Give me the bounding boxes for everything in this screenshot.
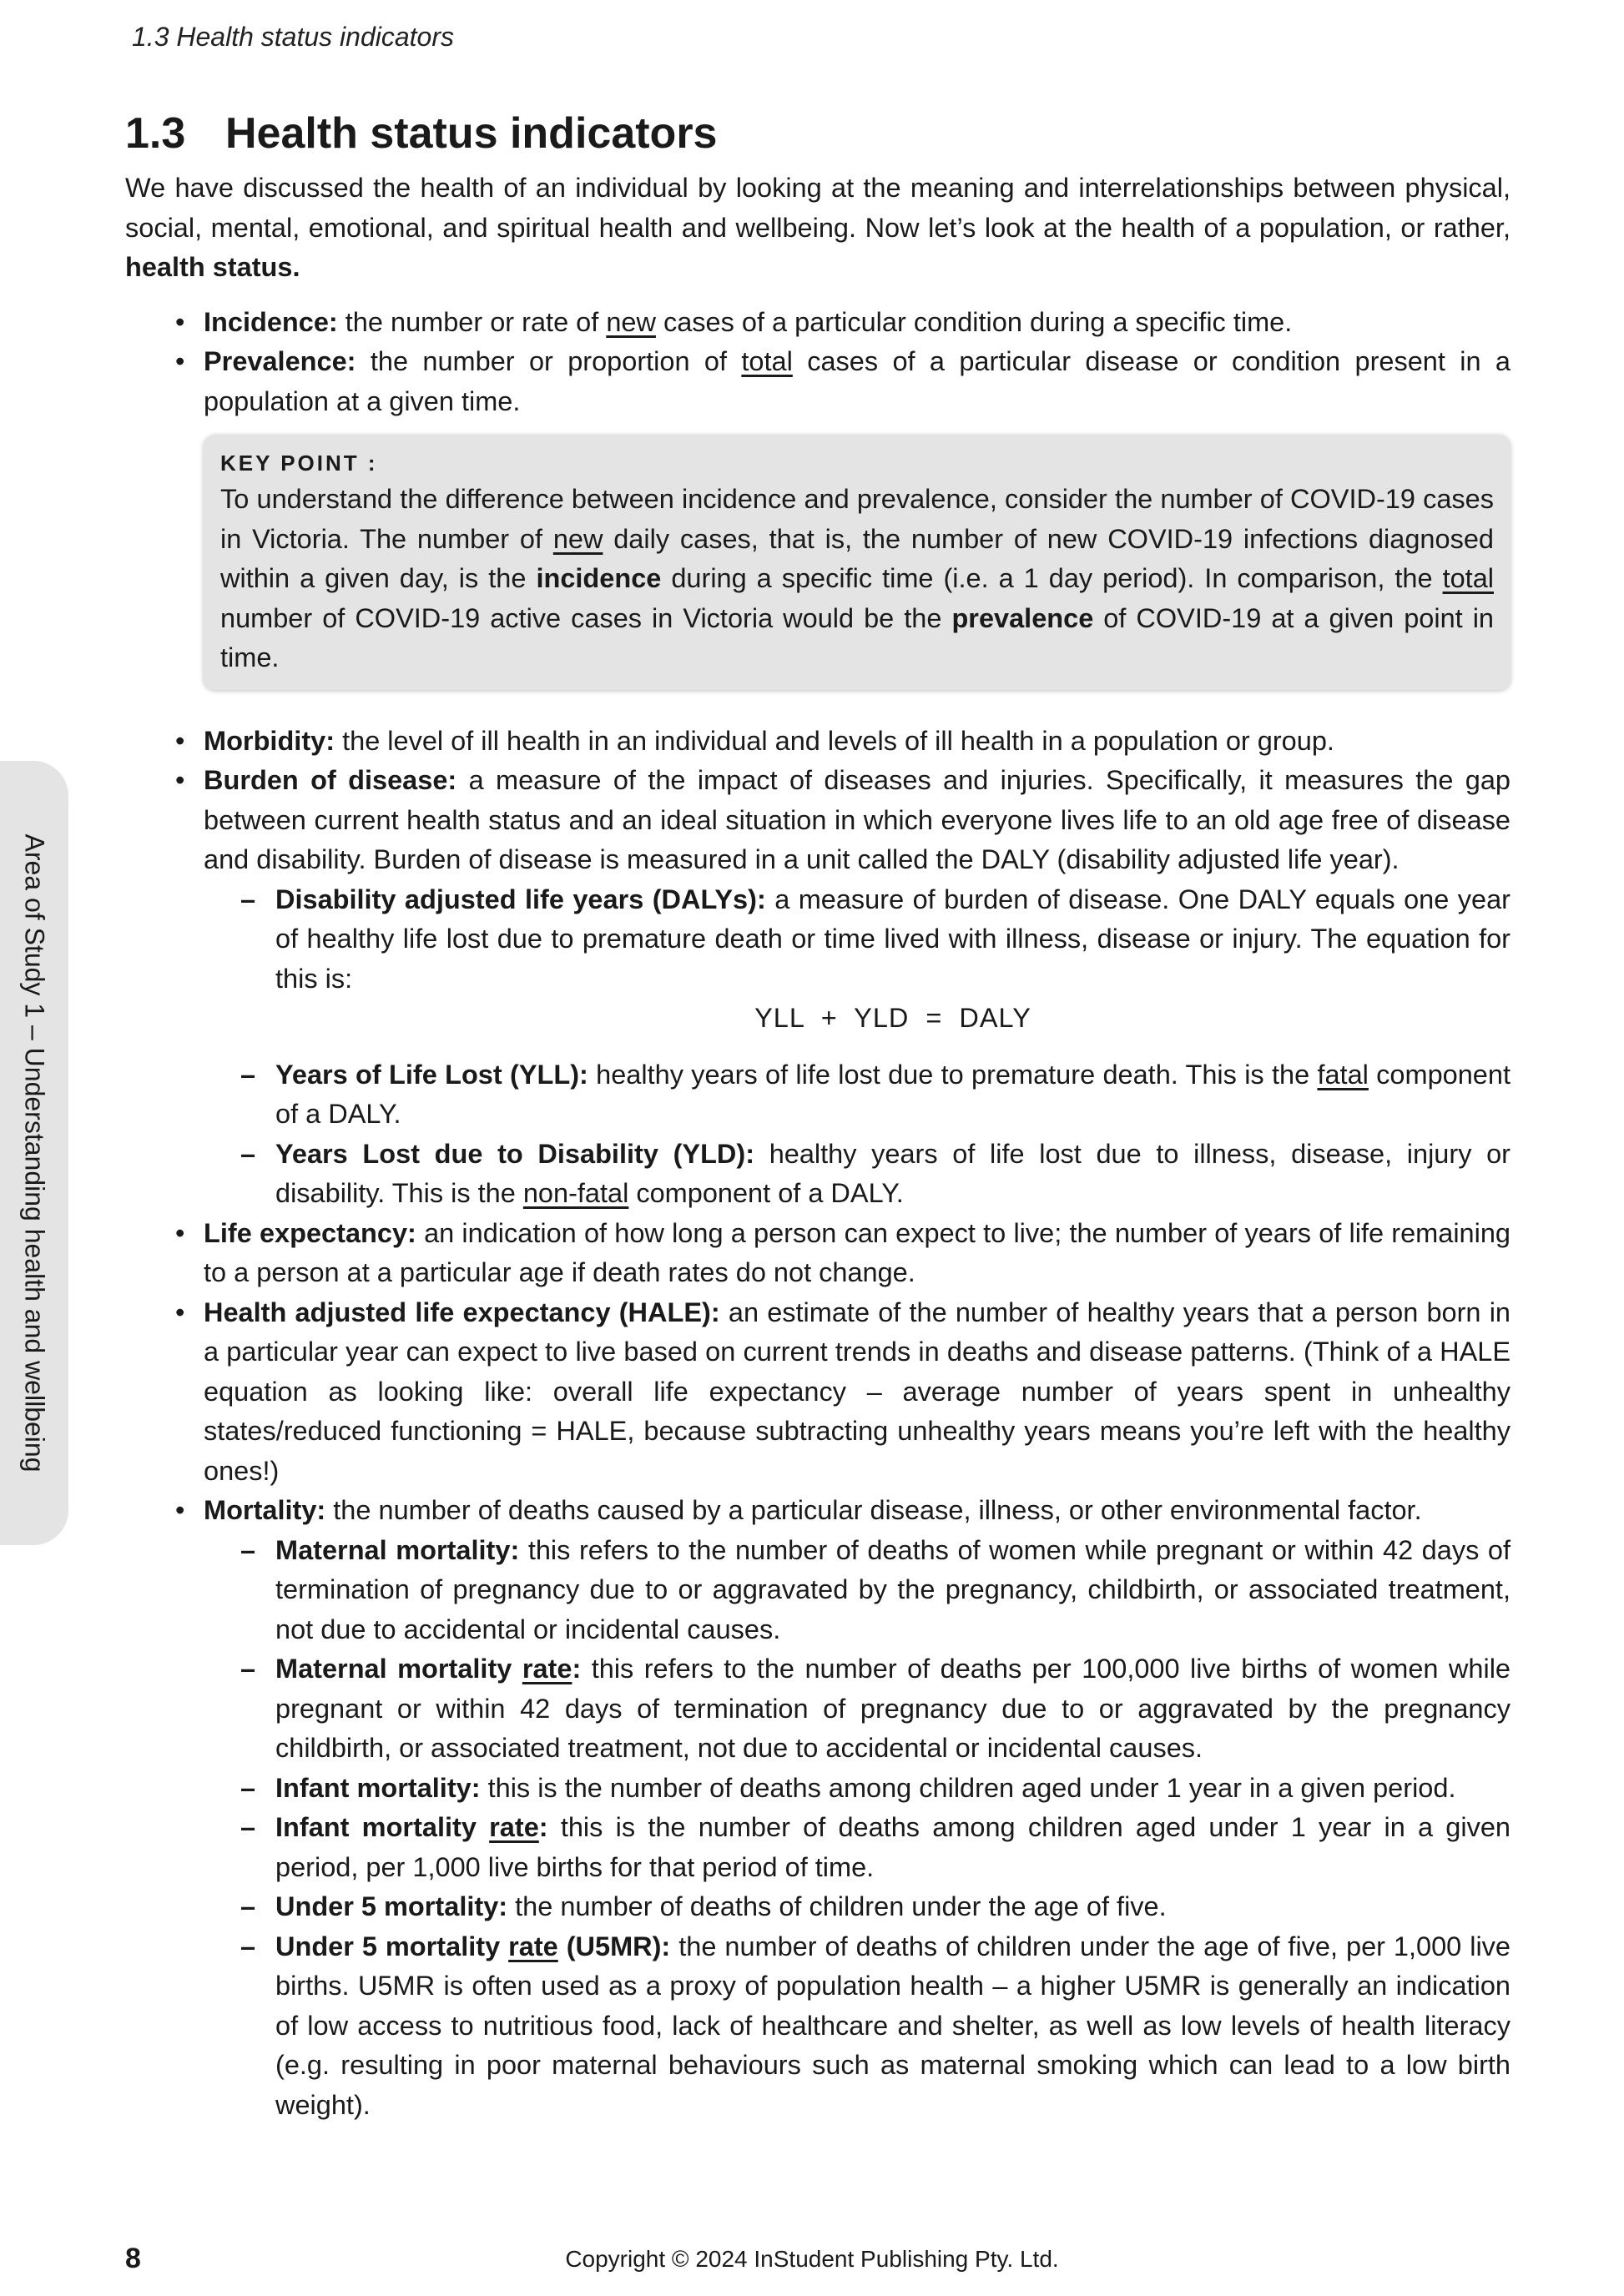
section-number: 1.3 [125, 109, 186, 158]
bullet-incidence: • Incidence: the number or rate of new cases of a particular condition during a specific time. [125, 303, 1511, 343]
dash-maternal-mortality: – Maternal mortality: this refers to the number of deaths of women while pregnant or within 42 days of termination of pregnancy due to or aggravated by the pregnancy, childbirth, or associated treatment, not due to accidental or incidental causes. [204, 1531, 1511, 1650]
side-tab-label: Area of Study 1 – Understanding health and wellbeing [19, 833, 50, 1473]
bullet-prevalence: • Prevalence: the number or proportion of total cases of a particular disease or condition present in a population at a given time. [125, 342, 1511, 421]
burden-sublist [204, 880, 1511, 1214]
side-tab [0, 761, 68, 1545]
intro-bold: health status. [125, 252, 300, 282]
dash-yll: – Years of Life Lost (YLL): healthy years of life lost due to premature death. This is the fatal component of a DALY. [204, 1055, 1511, 1135]
key-point-text: To understand the difference between incidence and prevalence, consider the number of COVID-19 cases in Victoria. The number of new daily cases, that is, the number of new COVID-19 infections diagnosed within a given day, is the incidence during a specific time (i.e. a 1 day period). In comparison, the total number of COVID-19 active cases in Victoria would be the prevalence of COVID-19 at a given point in time. [220, 484, 1495, 672]
daly-formula: YLL + YLD = DALY [754, 1003, 1031, 1033]
dash-under5-mortality-rate: – Under 5 mortality rate (U5MR): the number of deaths of children under the age of five, per 1,000 live births. U5MR is often used as a proxy of population health – a higher U5MR is generally an indication of low access to nutritious food, lack of healthcare and shelter, as well as low levels of health literacy (e.g. resulting in poor maternal behaviours such as maternal smoking which can lead to a low birth weight). [204, 1927, 1511, 2126]
section-heading [125, 103, 1511, 164]
page-content [125, 103, 1511, 2125]
bullet-life-expectancy: • Life expectancy: an indication of how long a person can expect to live; the number of years of life remaining to a person at a particular age if death rates do not change. [125, 1214, 1511, 1293]
copyright-notice: Copyright © 2024 InStudent Publishing Pty. Ltd. [565, 2246, 1059, 2272]
indicator-list-main [125, 722, 1511, 2126]
dash-yld: – Years Lost due to Disability (YLD): healthy years of life lost due to illness, disease, injury or disability. This is the non-fatal component of a DALY. [204, 1135, 1511, 1214]
mortality-sublist [204, 1531, 1511, 2126]
key-point-label: KEY POINT : [220, 451, 378, 476]
bullet-mortality: • Mortality: the number of deaths caused by a particular disease, illness, or other environmental factor. – Maternal mortality: this refers to the number of deaths of women while pregnant or within 42 days of termination of pregnancy due to or aggravated by the pregnancy, childbirth, or associated treatment, not due to accidental or incidental causes. – Maternal mortality rate: this refers to the number of deaths per 100,000 live births of women while pregnant or within 42 days of termination of pregnancy due to or aggravated by the pregnancy childbirth, or associated treatment, not due to accidental or incidental causes. – Infant mortality: this is the number of deaths among children aged under 1 year in a given period. – Infant mortality rate: this is the number of deaths among children aged under 1 year in a given period, per 1,000 live births for that period of time. – Under 5 mortality: the number of deaths of children under the age of five. – Under 5 mortality rate (U5MR): the number of deaths of children under the age of five, per 1,000 live births. U5MR is often used as a proxy of population health – a higher U5MR is generally an indication of low access to nutritious food, lack of healthcare and shelter, as well as low levels of health literacy (e.g. resulting in poor maternal behaviours such as maternal smoking which can lead to a low birth weight). [125, 1491, 1511, 2125]
bullet-hale: • Health adjusted life expectancy (HALE): an estimate of the number of healthy years that a person born in a particular year can expect to live based on current trends in deaths and disease patterns. (Think of a HALE equation as looking like: overall life expectancy – average number of years spent in unhealthy states/reduced functioning = HALE, because subtracting unhealthy years means you’re left with the healthy ones!) [125, 1293, 1511, 1492]
dash-maternal-mortality-rate: – Maternal mortality rate: this refers to the number of deaths per 100,000 live births of women while pregnant or within 42 days of termination of pregnancy due to or aggravated by the pregnancy childbirth, or associated treatment, not due to accidental or incidental causes. [204, 1649, 1511, 1769]
dash-under5-mortality: – Under 5 mortality: the number of deaths of children under the age of five. [204, 1887, 1511, 1927]
key-point-box [204, 435, 1511, 690]
dash-infant-mortality-rate: – Infant mortality rate: this is the number of deaths among children aged under 1 year in a given period, per 1,000 live births for that period of time. [204, 1808, 1511, 1887]
page-number: 8 [125, 2243, 141, 2274]
intro-paragraph: We have discussed the health of an individual by looking at the meaning and interrelationships between physical, social, mental, emotional, and spiritual health and wellbeing. Now let’s look at the health of a population, or rather, health status. [125, 173, 1511, 282]
running-head: 1.3 Health status indicators [132, 22, 454, 52]
indicator-list-top [125, 303, 1511, 422]
dash-infant-mortality: – Infant mortality: this is the number of deaths among children aged under 1 year in a given period. [204, 1769, 1511, 1809]
bullet-burden-of-disease: • Burden of disease: a measure of the impact of diseases and injuries. Specifically, it measures the gap between current health status and an ideal situation in which everyone lives life to an old age free of disease and disability. Burden of disease is measured in a unit called the DALY (disability adjusted life year). – Disability adjusted life years (DALYs): a measure of burden of disease. One DALY equals one year of healthy life lost due to premature death or time lived with illness, disease or injury. The equation for this is: YLL + YLD = DALY – Years of Life Lost (YLL): healthy years of life lost due to premature death. This is the fatal component of a DALY. – Years Lost due to Disability (YLD): healthy years of life lost due to illness, disease, injury or disability. This is the non-fatal component of a DALY. [125, 761, 1511, 1214]
dash-daly: – Disability adjusted life years (DALYs): a measure of burden of disease. One DALY equals one year of healthy life lost due to premature death or time lived with illness, disease or injury. The equation for this is: YLL + YLD = DALY [204, 880, 1511, 1039]
section-title: Health status indicators [225, 109, 718, 158]
bullet-morbidity: • Morbidity: the level of ill health in an individual and levels of ill health in a population or group. [125, 722, 1511, 762]
